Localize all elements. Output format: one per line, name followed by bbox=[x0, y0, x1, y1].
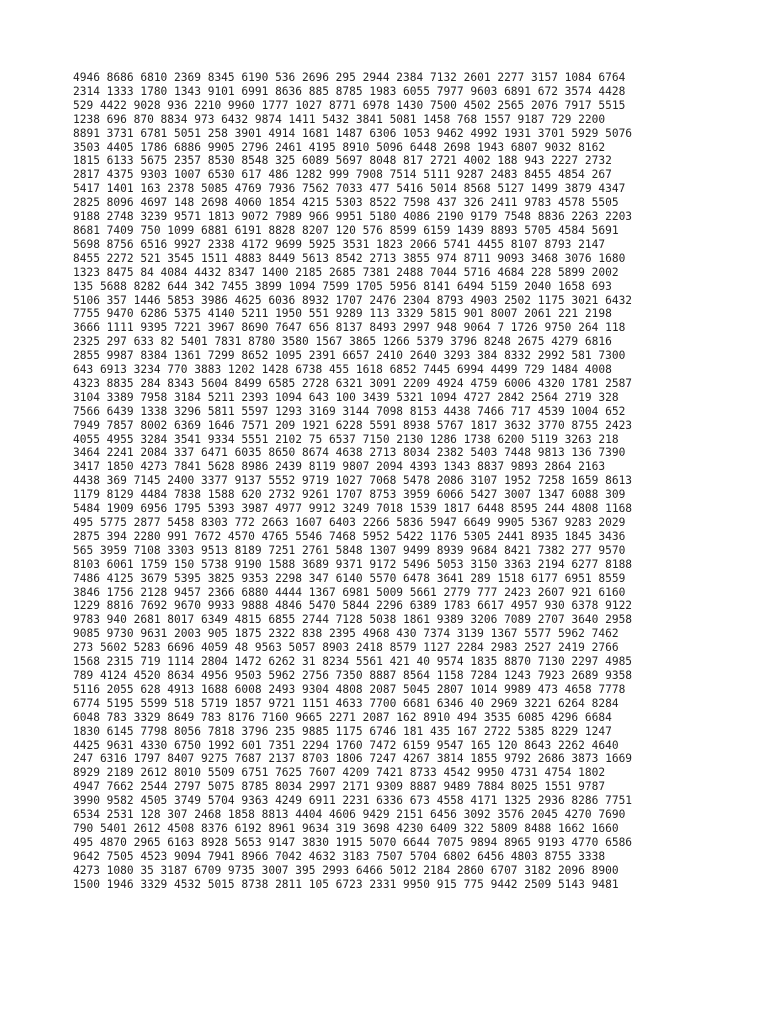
number-line: 3503 4405 1786 6886 9905 2796 2461 4195 8910 5096 6448 2698 1943 6807 9032 8162 bbox=[73, 140, 606, 154]
number-line: 495 5775 2877 5458 8303 772 2663 1607 6403 2266 5836 5947 6649 9905 5367 9283 2029 bbox=[73, 516, 626, 529]
number-line: 3666 1111 9395 7221 3967 8690 7647 656 8137 8493 2997 948 9064 7 1726 9750 264 118 bbox=[73, 321, 626, 335]
number-line: 8929 2189 2612 8010 5509 6751 7625 7607 4209 7421 8733 4542 9950 4731 4754 1802 bbox=[73, 766, 606, 780]
number-line: 1323 8475 84 4084 4432 8347 1400 2185 2685 7381 2488 7044 5716 4684 228 5899 2002 bbox=[73, 265, 619, 279]
number-line: 2875 394 2280 991 7672 4570 4765 5546 7468 5952 5422 1176 5305 2441 8935 1845 3436 bbox=[73, 529, 626, 543]
number-line: 4323 8835 284 8343 5604 8499 6585 2728 6321 3091 2209 4924 4759 6006 4320 1781 2587 bbox=[73, 376, 633, 390]
number-line: 4273 1080 35 3187 6709 9735 3007 395 2993 6466 5012 2184 2860 6707 3182 2096 8900 bbox=[73, 863, 619, 877]
number-line: 135 5688 8282 644 342 7455 3899 1094 7599 1705 5956 8141 6494 5159 2040 1658 693 bbox=[73, 279, 612, 293]
number-line: 1815 6133 5675 2357 8530 8548 325 6089 5697 8048 817 2721 4002 188 943 2227 2732 bbox=[73, 154, 612, 168]
number-line: 495 4870 2965 6163 8928 5653 9147 3830 1915 5070 6644 7075 9894 8965 9193 4770 6586 bbox=[73, 835, 633, 849]
number-line: 1238 696 870 8834 973 6432 9874 1411 5432 3841 5081 1458 768 1557 9187 729 2200 bbox=[73, 112, 606, 126]
number-line: 3417 1850 4273 7841 5628 8986 2439 8119 9807 2094 4393 1343 8837 9893 2864 2163 bbox=[73, 460, 606, 474]
number-line: 5698 8756 6516 9927 2338 4172 9699 5925 3531 1823 2066 5741 4455 8107 8793 2147 bbox=[73, 237, 606, 251]
number-line: 643 6913 3234 770 3883 1202 1428 6738 455 1618 6852 7445 6994 4499 729 1484 4008 bbox=[73, 363, 612, 377]
number-line: 9783 940 2681 8017 6349 4815 6855 2744 7128 5038 1861 9389 3206 7089 2707 3640 2958 bbox=[73, 613, 633, 627]
number-line: 1830 6145 7798 8056 7818 3796 235 9885 1175 6746 181 435 167 2722 5385 8229 1247 bbox=[73, 724, 612, 738]
number-line: 789 4124 4520 8634 4956 9503 5962 2756 7350 8887 8564 1158 7284 1243 7923 2689 9358 bbox=[73, 668, 633, 682]
number-line: 8103 6061 1759 150 5738 9190 1588 3689 9371 9172 5496 5053 3150 3363 2194 6277 8188 bbox=[73, 557, 633, 571]
number-line: 2817 4375 9303 1007 6530 617 486 1282 999 7908 7514 5111 9287 2483 8455 4854 267 bbox=[73, 168, 612, 182]
number-line: 6048 783 3329 8649 783 8176 7160 9665 2271 2087 162 8910 494 3535 6085 4296 6684 bbox=[73, 710, 612, 724]
number-line: 8681 7409 750 1099 6881 6191 8828 8207 120 576 8599 6159 1439 8893 5705 4584 5691 bbox=[73, 223, 619, 237]
number-line: 7755 9470 6286 5375 4140 5211 1950 551 9289 113 3329 5815 901 8007 2061 221 2198 bbox=[73, 307, 612, 321]
number-listing bbox=[73, 71, 763, 891]
number-line: 7566 6439 1338 3296 5811 5597 1293 3169 3144 7098 8153 4438 7466 717 4539 1004 652 bbox=[73, 404, 626, 418]
number-line: 3104 3389 7958 3184 5211 2393 1094 643 100 3439 5321 1094 4727 2842 2564 2719 328 bbox=[73, 390, 619, 404]
number-line: 2325 297 633 82 5401 7831 8780 3580 1567 3865 1266 5379 3796 8248 2675 4279 6816 bbox=[73, 335, 612, 349]
number-line: 565 3959 7108 3303 9513 8189 7251 2761 5848 1307 9499 8939 9684 8421 7382 277 9570 bbox=[73, 543, 626, 557]
number-line: 2314 1333 1780 1343 9101 6991 8636 885 8785 1983 6055 7977 9603 6891 672 3574 4428 bbox=[73, 84, 626, 98]
number-line: 2825 8096 4697 148 2698 4060 1854 4215 5303 8522 7598 437 326 2411 9783 4578 5505 bbox=[73, 196, 619, 210]
number-line: 7949 7857 8002 6369 1646 7571 209 1921 6228 5591 8938 5767 1817 3632 3770 8755 2423 bbox=[73, 418, 633, 432]
number-line: 5417 1401 163 2378 5085 4769 7936 7562 7033 477 5416 5014 8568 5127 1499 3879 4347 bbox=[73, 182, 626, 196]
number-line: 3846 1756 2128 9457 2366 6880 4444 1367 6981 5009 5661 2779 777 2423 2607 921 6160 bbox=[73, 585, 626, 599]
number-line: 247 6316 1797 8407 9275 7687 2137 8703 1806 7247 4267 3814 1855 9792 2686 3873 1669 bbox=[73, 752, 633, 766]
number-line: 4946 8686 6810 2369 8345 6190 536 2696 295 2944 2384 7132 2601 2277 3157 1084 6764 bbox=[73, 71, 626, 84]
number-line: 5106 357 1446 5853 3986 4625 6036 8932 1707 2476 2304 8793 4903 2502 1175 3021 6432 bbox=[73, 293, 633, 307]
number-line: 4438 369 7145 2400 3377 9137 5552 9719 1027 7068 5478 2086 3107 1952 7258 1659 8613 bbox=[73, 474, 633, 488]
number-line: 7486 4125 3679 5395 3825 9353 2298 347 6140 5570 6478 3641 289 1518 6177 6951 8559 bbox=[73, 571, 626, 585]
number-line: 3990 9582 4505 3749 5704 9363 4249 6911 2231 6336 673 4558 4171 1325 2936 8286 7751 bbox=[73, 794, 633, 808]
number-line: 8891 3731 6781 5051 258 3901 4914 1681 1487 6306 1053 9462 4992 1931 3701 5929 5076 bbox=[73, 126, 633, 140]
number-line: 4425 9631 4330 6750 1992 601 7351 2294 1760 7472 6159 9547 165 120 8643 2262 4640 bbox=[73, 738, 619, 752]
number-line: 4947 7662 2544 2797 5075 8785 8034 2997 2171 9309 8887 9489 7884 8025 1551 9787 bbox=[73, 780, 606, 794]
number-line: 5484 1909 6956 1795 5393 3987 4977 9912 3249 7018 1539 1817 6448 8595 244 4808 1168 bbox=[73, 502, 633, 516]
number-line: 790 5401 2612 4508 8376 6192 8961 9634 319 3698 4230 6409 322 5809 8488 1662 1660 bbox=[73, 821, 619, 835]
number-line: 3464 2241 2084 337 6471 6035 8650 8674 4638 2713 8034 2382 5403 7448 9813 136 7390 bbox=[73, 446, 626, 460]
number-line: 5116 2055 628 4913 1688 6008 2493 9304 4808 2087 5045 2807 1014 9989 473 4658 7778 bbox=[73, 682, 626, 696]
number-line: 1568 2315 719 1114 2804 1472 6262 31 8234 5561 421 40 9574 1835 8870 7130 2297 4985 bbox=[73, 655, 633, 669]
number-line: 1500 1946 3329 4532 5015 8738 2811 105 6723 2331 9950 915 775 9442 2509 5143 9481 bbox=[73, 877, 619, 891]
number-line: 6774 5195 5599 518 5719 1857 9721 1151 4633 7700 6681 6346 40 2969 3221 6264 8284 bbox=[73, 696, 619, 710]
number-line: 9642 7505 4523 9094 7941 8966 7042 4632 3183 7507 5704 6802 6456 4803 8755 3338 bbox=[73, 849, 606, 863]
number-line: 2855 9987 8384 1361 7299 8652 1095 2391 6657 2410 2640 3293 384 8332 2992 581 7300 bbox=[73, 349, 626, 363]
number-line: 273 5602 5283 6696 4059 48 9563 5057 8903 2418 8579 1127 2284 2983 2527 2419 2766 bbox=[73, 641, 619, 655]
number-line: 9085 9730 9631 2003 905 1875 2322 838 2395 4968 430 7374 3139 1367 5577 5962 7462 bbox=[73, 627, 619, 641]
number-line: 529 4422 9028 936 2210 9960 1777 1027 8771 6978 1430 7500 4502 2565 2076 7917 5515 bbox=[73, 98, 626, 112]
number-line: 9188 2748 3239 9571 1813 9072 7989 966 9951 5180 4086 2190 9179 7548 8836 2263 2203 bbox=[73, 210, 633, 224]
number-line: 8455 2272 521 3545 1511 4883 8449 5613 8542 2713 3855 974 8711 9093 3468 3076 1680 bbox=[73, 251, 626, 265]
number-line: 6534 2531 128 307 2468 1858 8813 4404 4606 9429 2151 6456 3092 3576 2045 4270 7690 bbox=[73, 808, 626, 822]
number-line: 4055 4955 3284 3541 9334 5551 2102 75 6537 7150 2130 1286 1738 6200 5119 3263 218 bbox=[73, 432, 619, 446]
number-line: 1179 8129 4484 7838 1588 620 2732 9261 1707 8753 3959 6066 5427 3007 1347 6088 309 bbox=[73, 488, 626, 502]
number-line: 1229 8816 7692 9670 9933 9888 4846 5470 5844 2296 6389 1783 6617 4957 930 6378 9122 bbox=[73, 599, 633, 613]
